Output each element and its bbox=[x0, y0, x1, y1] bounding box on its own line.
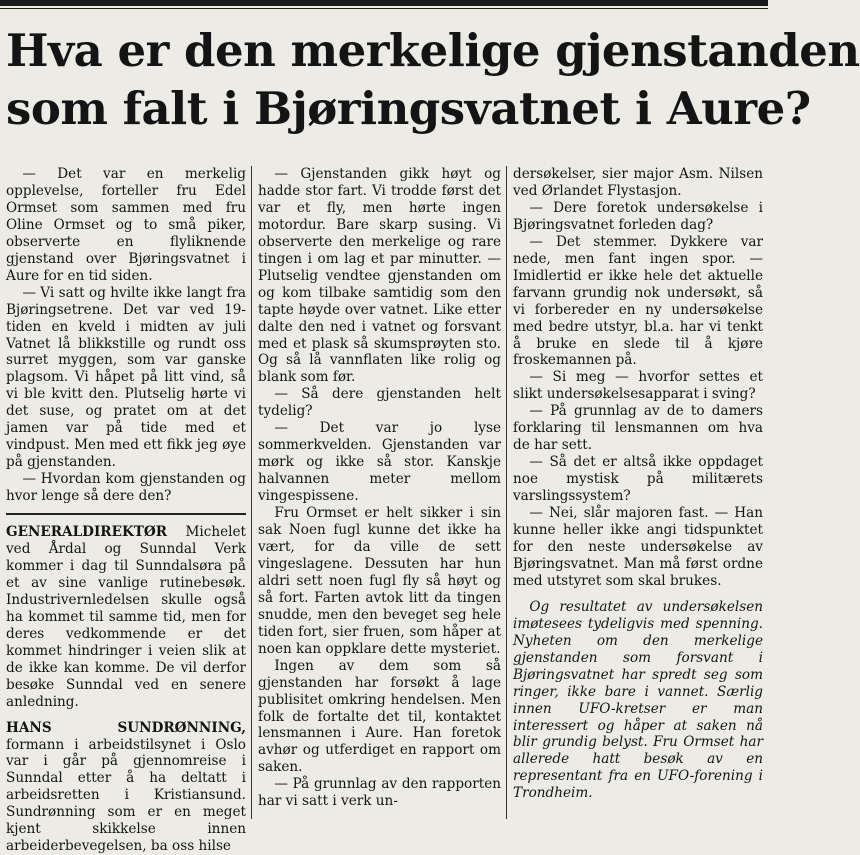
paragraph: Fru Ormset er helt sikker i sin sak Noen fugl kunne det ikke ha vært, for da ville de sett vingeslagene. Dessuten har hun aldri sett noen fugl fly så høyt og så fort. Farten avtok litt da tingen snudde, men den beveget seg hele tiden fort, sier fruen, som håper at noen kan oppklare dette mysteriet. bbox=[258, 505, 501, 657]
top-rule bbox=[0, 0, 768, 6]
paragraph: dersøkelser, sier major Asm. Nilsen ved Ørlandet Flystasjon. bbox=[513, 166, 763, 199]
column-rule bbox=[251, 166, 252, 819]
brief-text: Michelet ved Årdal og Sunndal Verk kommer i dag til Sunndalsøra på et av sine vanlige rutinebesøk. Industrivernledelsen skulle også ha kommet til samme tid, men for deres vedkommende er det kommet hindringer i veien slik at de ikke kan komme. De vil derfor besøke Sunndal ved en senere anledning. bbox=[6, 524, 246, 710]
brief-name: GENERALDIREKTØR bbox=[6, 524, 168, 541]
paragraph: — På grunnlag av de to damers forklaring til lensmannen om hva de har sett. bbox=[513, 403, 763, 454]
italic-summary: Og resultatet av undersøkelsen imøtesees tydeligvis med spenning. Nyheten om den merkelige gjenstanden som forsvant i Bjøringsvatnet har spredt seg som ringer, ikke bare i vannet. Særlig innen UFO-kretser er man interessert og håper at saken nå blir grundig belyst. Fru Ormset har allerede hatt besøk av en representant fra en UFO-forening i Trondheim. bbox=[513, 598, 763, 802]
paragraph: — Dere foretok undersøkelse i Bjøringsvatnet forleden dag? bbox=[513, 199, 763, 233]
brief-text: formann i arbeidstilsynet i Oslo var i går på gjennomreise i Sunndal etter å ha deltatt i arbeidsretten i Kristiansund. Sundrønning som er en meget kjent skikkelse innen arbeiderbevegelsen, ba oss hilse bbox=[6, 736, 246, 855]
column-2 bbox=[258, 166, 501, 819]
paragraph: — På grunnlag av den rapporten har vi satt i verk un- bbox=[258, 776, 501, 810]
paragraph: — Det stemmer. Dykkere var nede, men fant ingen spor. — Imidlertid er ikke hele det aktuelle farvann grundig nok undersøkt, så vi forbereder en ny undersøkelse med bedre utstyr, bl.a. har vi tenkt å bruke en slede til å kjøre froskemannen på. bbox=[513, 233, 763, 369]
headline-line-1: Hva er den merkelige gjenstanden bbox=[6, 24, 860, 77]
headline bbox=[6, 22, 860, 138]
paragraph: — Si meg — hvorfor settes et slikt undersøkelsesapparat i sving? bbox=[513, 369, 763, 403]
column-1 bbox=[6, 166, 246, 855]
headline-line-2: som falt i Bjøringsvatnet i Aure? bbox=[6, 82, 811, 135]
paragraph: — Så det er altså ikke oppdaget noe mystisk på militærets varslingssystem? bbox=[513, 454, 763, 505]
paragraph: — Det var jo lyse sommerkvelden. Gjenstanden var mørk og ikke så stor. Kanskje halvannen meter mellom vingespissene. bbox=[258, 420, 501, 505]
paragraph: Ingen av dem som så gjenstanden har forsøkt å lage publisitet omkring hendelsen. Men folk de fortalte det til, kontaktet lensmannen i Aure. Han foretok avhør og utferdiget en rapport om saken. bbox=[258, 657, 501, 776]
paragraph: — Hvordan kom gjenstanden og hvor lenge så dere den? bbox=[6, 471, 246, 505]
paragraph: — Så dere gjenstanden helt tydelig? bbox=[258, 386, 501, 420]
section-divider bbox=[6, 513, 246, 515]
column-3 bbox=[513, 166, 763, 819]
news-brief-2 bbox=[6, 720, 246, 855]
column-rule bbox=[506, 166, 507, 819]
news-brief-1 bbox=[6, 524, 246, 710]
brief-name: HANS SUNDRØNNING, bbox=[6, 719, 246, 736]
top-rule-thin bbox=[0, 8, 768, 9]
paragraph: — Gjenstanden gikk høyt og hadde stor fart. Vi trodde først det var et fly, men hørte ingen motordur. Bare skarp susing. Vi observerte den merkelige og rare tingen i om lag et par minutter. — Plutselig vendtee gjenstanden om og kom tilbake samtidig som den tapte høyde over vatnet. Like etter dalte den ned i vatnet og forsvant med et plask så skumsprøyten sto. Og så lå vannflaten like rolig og blank som før. bbox=[258, 166, 501, 386]
paragraph: — Nei, slår majoren fast. — Han kunne heller ikke angi tidspunktet for den neste undersøkelse av Bjøringsvatnet. Man må først ordne med utstyret som skal brukes. bbox=[513, 505, 763, 589]
paragraph: — Vi satt og hvilte ikke langt fra Bjøringsetrene. Det var ved 19-tiden en kveld i midten av juli Vatnet lå blikkstille og rundt oss surret myggen, som var ganske plagsom. Vi håpet på litt vind, så vi ble kvitt den. Plutselig hørte vi det suse, og pratet om at det jamen var på tide med et vindpust. Men med ett fikk jeg øye på gjenstanden. bbox=[6, 284, 246, 471]
paragraph: — Det var en merkelig opplevelse, forteller fru Edel Ormset som sammen med fru Oline Ormset og to små piker, observerte en flyliknende gjenstand over Bjøringsvatnet i Aure for en tid siden. bbox=[6, 166, 246, 284]
